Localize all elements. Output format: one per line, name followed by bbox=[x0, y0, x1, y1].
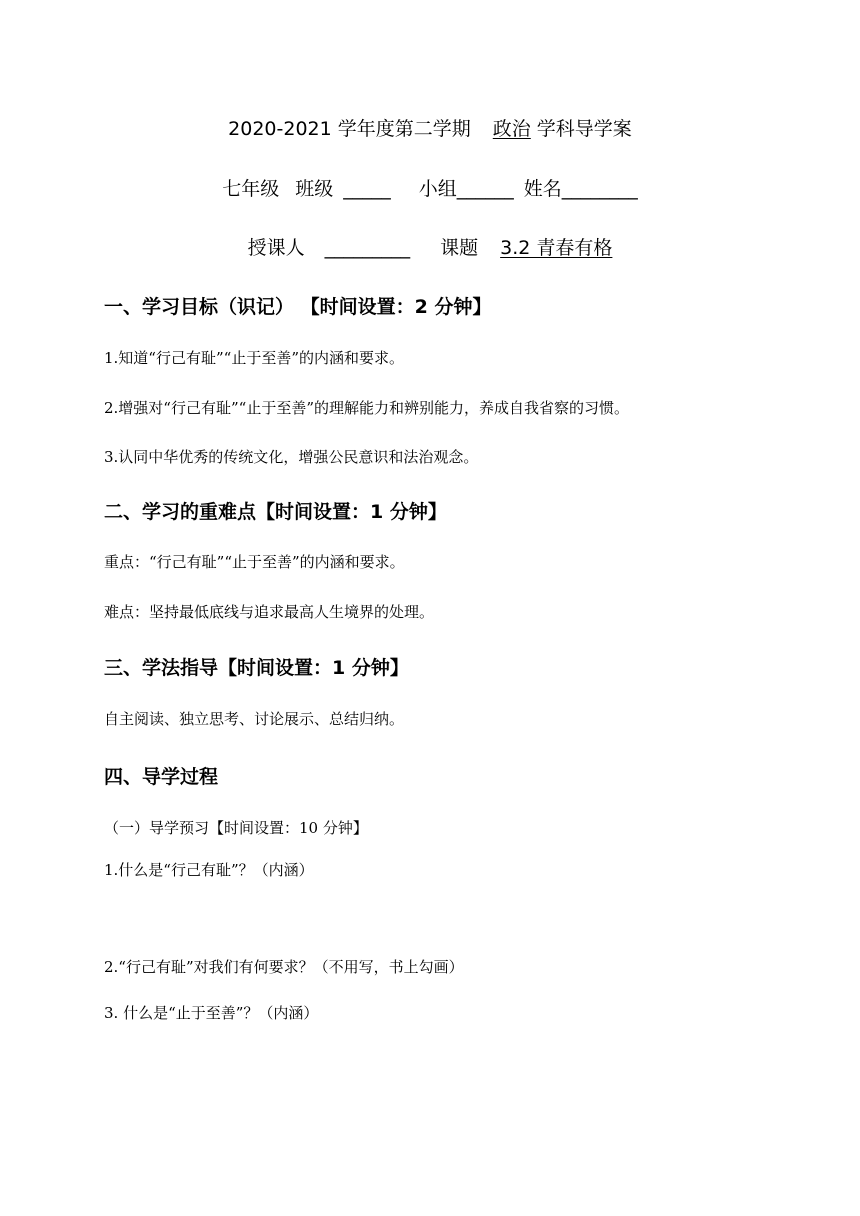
title-subject: 政治 bbox=[492, 118, 531, 140]
section-heading-key-points: 二、学习的重难点【时间设置：1 分钟】 bbox=[104, 501, 447, 523]
goal-item: 2.增强对“行己有耻”“止于至善”的理解能力和辨别能力，养成自我省察的习惯。 bbox=[104, 399, 629, 417]
section-heading-goals: 一、学习目标（识记） 【时间设置：2 分钟】 bbox=[104, 296, 492, 318]
key-point-item: 重点：“行己有耻”“止于至善”的内涵和要求。 bbox=[104, 553, 405, 571]
process-item: 2.“行己有耻”对我们有何要求？（不用写，书上勾画） bbox=[104, 958, 464, 976]
topic-value: 3.2 青春有格 bbox=[500, 237, 613, 259]
name-label: 姓名________ bbox=[523, 178, 638, 200]
process-subheading: （一）导学预习【时间设置：10 分钟】 bbox=[104, 819, 368, 837]
process-item: 1.什么是“行己有耻”？（内涵） bbox=[104, 861, 314, 879]
group-label: 小组______ bbox=[418, 178, 514, 200]
title-suffix: 学科导学案 bbox=[536, 118, 632, 140]
section-heading-method: 三、学法指导【时间设置：1 分钟】 bbox=[104, 657, 409, 679]
class-label: 班级 bbox=[295, 178, 334, 200]
topic-label: 课题 bbox=[440, 237, 479, 259]
section-heading-process: 四、导学过程 bbox=[104, 766, 219, 788]
doc-title bbox=[0, 114, 860, 141]
method-item: 自主阅读、独立思考、讨论展示、总结归纳。 bbox=[104, 710, 405, 728]
student-info-line bbox=[0, 174, 860, 201]
lesson-info-line bbox=[0, 233, 860, 260]
grade-label: 七年级 bbox=[222, 178, 280, 200]
process-item: 3. 什么是“止于至善”？（内涵） bbox=[104, 1004, 319, 1022]
title-year-term: 2020-2021 学年度第二学期 bbox=[228, 118, 471, 140]
key-point-item: 难点：坚持最低底线与追求最高人生境界的处理。 bbox=[104, 603, 435, 621]
class-blank: _____ bbox=[343, 178, 391, 200]
teacher-label: 授课人 bbox=[247, 237, 305, 259]
goal-item: 3.认同中华优秀的传统文化，增强公民意识和法治观念。 bbox=[104, 448, 479, 466]
goal-item: 1.知道“行己有耻”“止于至善”的内涵和要求。 bbox=[104, 349, 404, 367]
teacher-blank: _________ bbox=[324, 237, 411, 259]
